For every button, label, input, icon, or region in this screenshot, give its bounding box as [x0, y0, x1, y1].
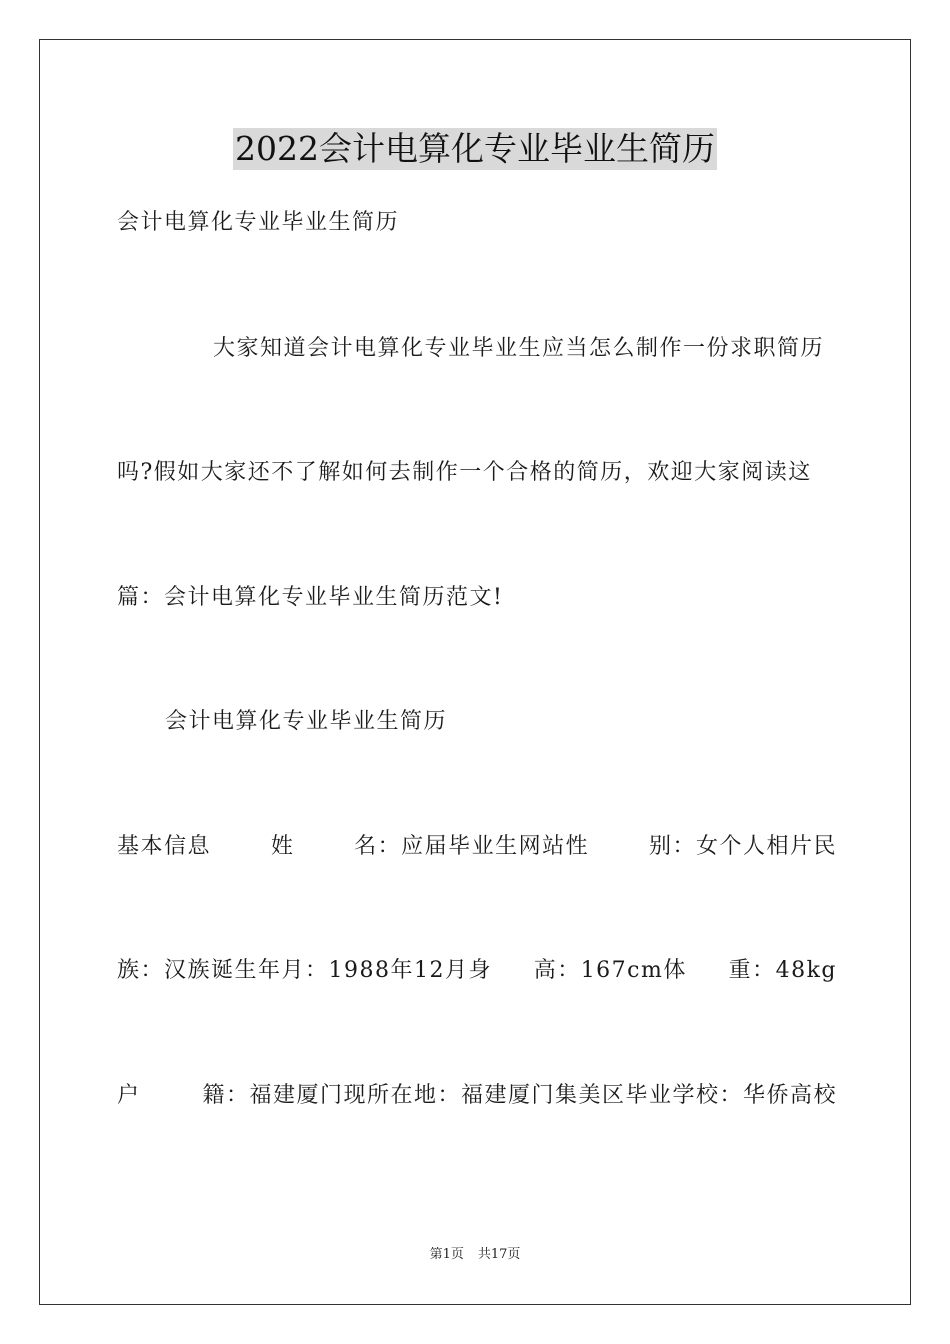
name-label-part: 姓 — [270, 834, 295, 859]
title-container — [0, 128, 950, 170]
basic-info-row-2 — [117, 956, 837, 986]
page-footer — [0, 1246, 950, 1264]
document-subtitle: 会计电算化专业毕业生简历 — [117, 210, 400, 235]
section-heading: 会计电算化专业毕业生简历 — [165, 709, 448, 734]
intro-paragraph-line-2: 吗?假如大家还不了解如何去制作一个合格的简历，欢迎大家阅读这 — [117, 460, 812, 485]
page-total: 共17页 — [477, 1247, 521, 1262]
document-title: 2022会计电算化专业毕业生简历 — [235, 129, 715, 168]
page-number: 第1页 — [429, 1247, 464, 1262]
name-value: 名：应届毕业生网站性 — [354, 834, 590, 859]
hukou-label-part: 户 — [117, 1083, 141, 1108]
basic-info-row-3 — [117, 1081, 837, 1111]
basic-info-row-1 — [117, 832, 837, 862]
weight-value: 重：48kg — [728, 958, 837, 983]
basic-info-label: 基本信息 — [117, 834, 212, 859]
hukou-location-school-value: 籍：福建厦门现所在地：福建厦门集美区毕业学校：华侨高校 — [202, 1083, 837, 1108]
intro-paragraph-line-1: 大家知道会计电算化专业毕业生应当怎么制作一份求职简历 — [213, 336, 825, 361]
intro-paragraph-line-3: 篇：会计电算化专业毕业生简历范文! — [117, 585, 504, 610]
gender-value: 别：女个人相片民 — [648, 834, 837, 859]
height-value: 高：167cm体 — [533, 958, 687, 983]
ethnicity-birth-value: 族：汉族诞生年月：1988年12月身 — [117, 958, 492, 983]
